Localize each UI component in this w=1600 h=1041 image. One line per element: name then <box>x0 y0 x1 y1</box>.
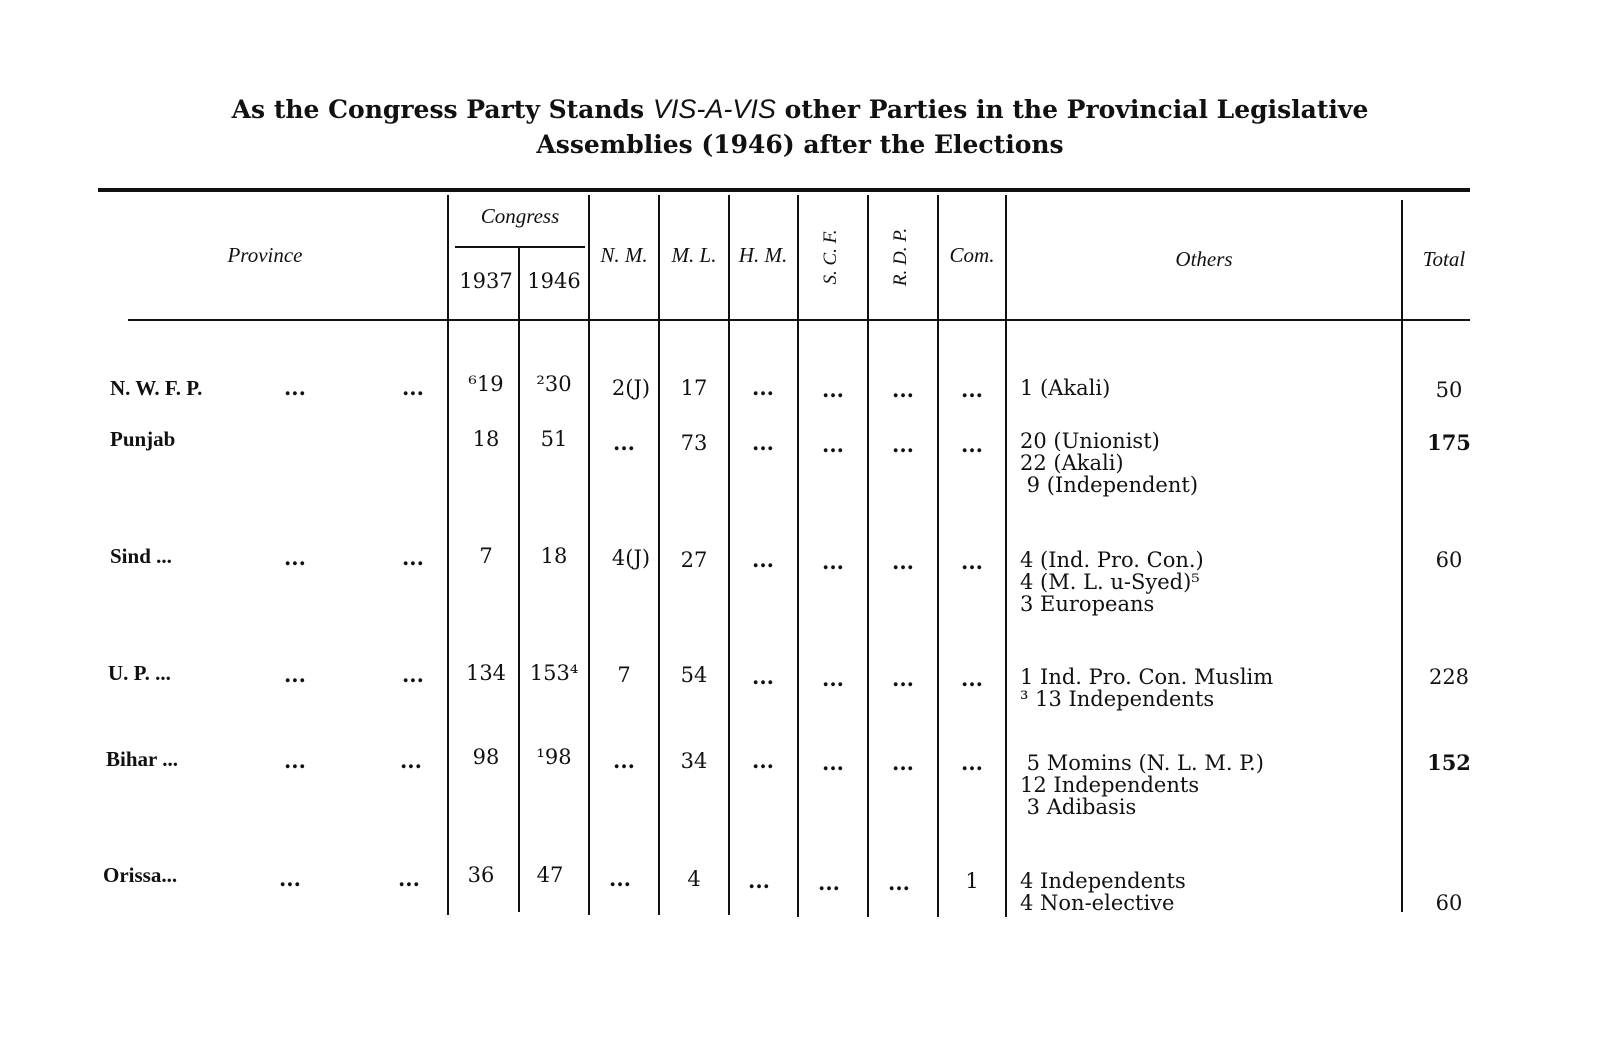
row-total: 152 <box>1427 750 1471 775</box>
row-dots-2: ... <box>402 545 424 570</box>
row-others: 5 Momins (N. L. M. P.) 12 Independents 3 Adibasis <box>1020 751 1264 819</box>
header-year-1937: 1937 <box>459 269 513 293</box>
row-congress-1937: 18 <box>472 427 500 451</box>
row-others: 1 (Akali) <box>1020 376 1111 400</box>
row-others: 4 Independents 4 Non-elective <box>1020 869 1186 915</box>
row-province: Bihar ... <box>106 747 178 771</box>
header-rdp: R. D. P. <box>890 227 911 287</box>
row-congress-1946: ²30 <box>536 372 572 396</box>
row-nm: 4(J) <box>611 546 651 570</box>
row-congress-1946: ¹98 <box>536 745 572 769</box>
row-scf: ... <box>822 432 844 457</box>
row-total: 60 <box>1435 548 1463 572</box>
header-nm: N. M. <box>600 243 648 267</box>
title-text-end: other Parties in the Provincial Legislative <box>775 95 1369 124</box>
row-ml: 27 <box>680 548 708 572</box>
row-ml: 17 <box>680 376 708 400</box>
row-hm: ... <box>752 375 774 400</box>
row-nm: 2(J) <box>611 376 651 400</box>
row-congress-1937: ⁶19 <box>468 372 504 396</box>
row-dots-1: ... <box>284 375 306 400</box>
row-province: Punjab <box>110 427 176 451</box>
row-rdp: ... <box>888 870 910 895</box>
header-bottom-rule <box>128 319 1470 321</box>
header-ml: M. L. <box>671 243 717 267</box>
row-dots-2: ... <box>400 748 422 773</box>
row-dots-2: ... <box>402 662 424 687</box>
row-province: Orissa... <box>103 863 178 887</box>
row-nm: ... <box>613 748 635 773</box>
row-scf: ... <box>822 549 844 574</box>
row-com: ... <box>961 377 983 402</box>
title-vis-a-vis: VIS-A-VIS <box>652 94 776 124</box>
row-province: U. P. ... <box>108 661 171 685</box>
row-province: N. W. F. P. <box>110 376 203 400</box>
row-rdp: ... <box>892 432 914 457</box>
header-congress: Congress <box>480 204 560 228</box>
row-dots-2: ... <box>398 866 420 891</box>
row-congress-1937: 98 <box>472 745 500 769</box>
title-line-2: Assemblies (1946) after the Elections <box>536 130 1064 159</box>
row-nm: 7 <box>617 663 631 687</box>
row-com: ... <box>961 750 983 775</box>
row-ml: 54 <box>680 663 708 687</box>
row-others: 4 (Ind. Pro. Con.) 4 (M. L. u-Syed)⁵ 3 Europeans <box>1020 548 1204 616</box>
row-hm: ... <box>752 430 774 455</box>
row-total: 175 <box>1427 430 1471 455</box>
row-congress-1937: 134 <box>465 661 507 685</box>
row-dots-1: ... <box>284 748 306 773</box>
row-total: 60 <box>1435 891 1463 915</box>
row-com: ... <box>961 432 983 457</box>
col-rule-com <box>1005 195 1007 917</box>
row-congress-1937: 7 <box>479 544 493 568</box>
col-rule-1937 <box>518 248 520 912</box>
row-rdp: ... <box>892 549 914 574</box>
row-dots-1: ... <box>279 866 301 891</box>
header-hm: H. M. <box>738 243 788 267</box>
row-ml: 73 <box>680 431 708 455</box>
row-dots-2: ... <box>402 375 424 400</box>
row-scf: ... <box>822 666 844 691</box>
row-congress-1937: 36 <box>467 863 495 887</box>
congress-split-rule <box>455 246 585 248</box>
header-com: Com. <box>949 243 995 267</box>
row-congress-1946: 153⁴ <box>529 661 579 685</box>
row-com: ... <box>961 549 983 574</box>
row-rdp: ... <box>892 750 914 775</box>
col-rule-province <box>447 195 449 915</box>
row-scf: ... <box>822 377 844 402</box>
row-rdp: ... <box>892 666 914 691</box>
row-hm: ... <box>748 868 770 893</box>
col-rule-others <box>1401 200 1403 912</box>
row-scf: ... <box>822 750 844 775</box>
row-com: 1 <box>965 869 979 893</box>
row-com: ... <box>961 666 983 691</box>
row-hm: ... <box>752 748 774 773</box>
header-others: Others <box>1175 247 1233 271</box>
row-nm: ... <box>613 430 635 455</box>
table-top-rule <box>98 188 1470 192</box>
row-rdp: ... <box>892 377 914 402</box>
row-others: 1 Ind. Pro. Con. Muslim ³ 13 Independents <box>1020 665 1274 711</box>
header-scf: S. C. F. <box>820 229 841 285</box>
col-rule-1946 <box>588 195 590 915</box>
row-others: 20 (Unionist) 22 (Akali) 9 (Independent) <box>1020 429 1199 497</box>
row-congress-1946: 18 <box>540 544 568 568</box>
row-scf: ... <box>818 870 840 895</box>
header-year-1946: 1946 <box>527 269 581 293</box>
page-title <box>0 92 1600 162</box>
header-total: Total <box>1422 247 1466 271</box>
row-ml: 4 <box>687 867 701 891</box>
row-ml: 34 <box>680 749 708 773</box>
row-province: Sind ... <box>110 544 172 568</box>
title-line-1 <box>0 92 1600 127</box>
row-nm: ... <box>609 866 631 891</box>
header-province: Province <box>227 243 303 267</box>
row-dots-1: ... <box>284 545 306 570</box>
row-congress-1946: 47 <box>536 863 564 887</box>
row-hm: ... <box>752 547 774 572</box>
row-congress-1946: 51 <box>540 427 568 451</box>
row-dots-1: ... <box>284 662 306 687</box>
row-total: 228 <box>1428 665 1470 689</box>
row-hm: ... <box>752 664 774 689</box>
title-text-start: As the Congress Party Stands <box>231 95 653 124</box>
row-total: 50 <box>1435 378 1463 402</box>
